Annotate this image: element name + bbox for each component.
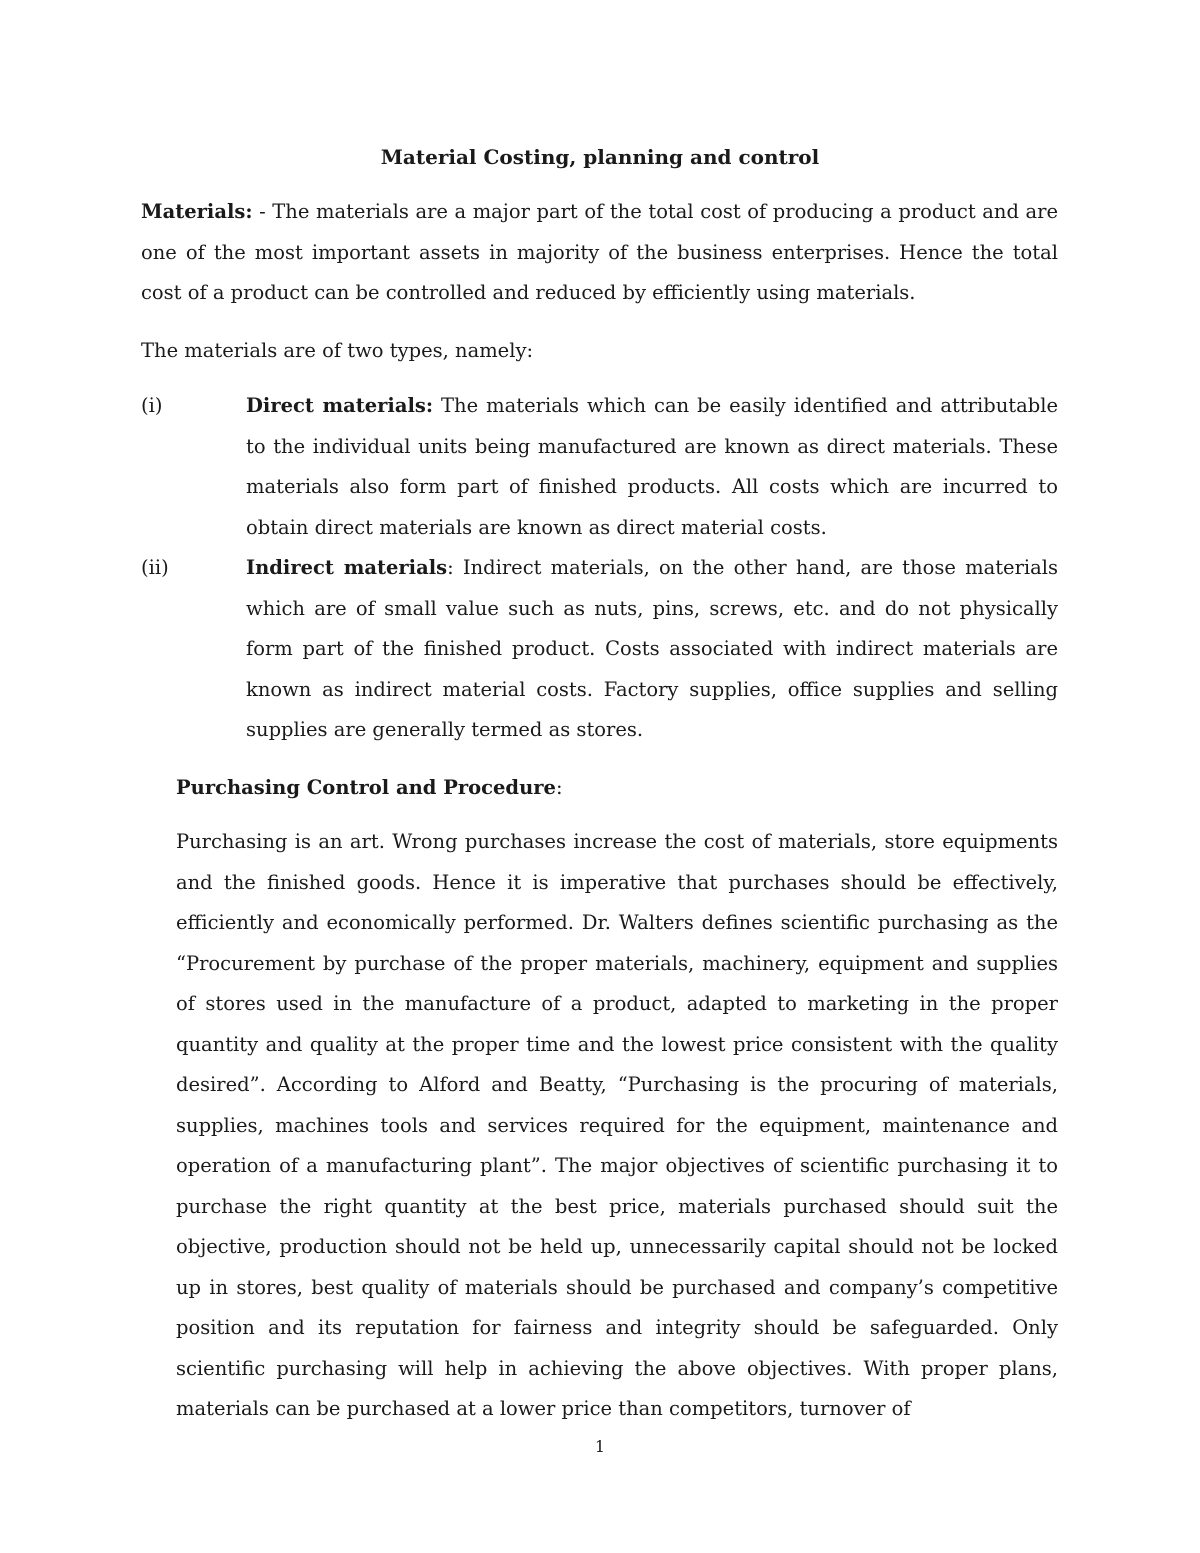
section-heading [176, 768, 563, 809]
page-number: 1 [594, 1437, 606, 1456]
section-heading-suffix: : [555, 776, 563, 799]
list-item-indirect-materials [246, 548, 1058, 751]
section-heading-text: Purchasing Control and Procedure [176, 776, 556, 799]
list-item-text: The materials which can be easily identified and attributable to the individual units being manufactured are known as direct materials. These materials also form part of finished products. All costs which are incurred to obtain direct materials are known as direct material costs. [246, 394, 1058, 539]
list-item-number: (ii) [141, 556, 169, 579]
list-item-number: (i) [141, 394, 163, 417]
document-title: Material Costing, planning and control [380, 145, 820, 169]
list-item-label: Direct materials: [246, 394, 434, 417]
intro-text: - The materials are a major part of the total cost of producing a product and are one of the most important assets in majority of the business enterprises. Hence the total cost of a product can be controlled and reduced by efficiently using materials. [141, 200, 1058, 304]
purchasing-paragraph: Purchasing is an art. Wrong purchases increase the cost of materials, store equipments and the finished goods. Hence it is imperative that purchases should be effectively, efficiently and economically performed. Dr. Walters defines scientific purchasing as the “Procurement by purchase of the proper materials, machinery, equipment and supplies of stores used in the manufacture of a product, adapted to marketing in the proper quantity and quality at the proper time and the lowest price consistent with the quality desired”. According to Alford and Beatty, “Purchasing is the procuring of materials, supplies, machines tools and services required for the equipment, maintenance and operation of a manufacturing plant”. The major objectives of scientific purchasing it to purchase the right quantity at the best price, materials purchased should suit the objective, production should not be held up, unnecessarily capital should not be locked up in stores, best quality of materials should be purchased and company’s competitive position and its reputation for fairness and integrity should be safeguarded. Only scientific purchasing will help in achieving the above objectives. With proper plans, materials can be purchased at a lower price than competitors, turnover of [176, 830, 1058, 1420]
list-item-direct-materials [246, 386, 1058, 548]
intro-label: Materials: [141, 200, 253, 223]
list-item-label: Indirect materials [246, 556, 448, 579]
types-intro: The materials are of two types, namely: [141, 339, 534, 362]
list-item-text: : Indirect materials, on the other hand, are those materials which are of small value such as nuts, pins, screws, etc. and do not physically form part of the finished product. Costs associated with indirect materials are known as indirect material costs. Factory supplies, office supplies and selling supplies are generally termed as stores. [246, 556, 1058, 741]
intro-paragraph [141, 192, 1058, 314]
